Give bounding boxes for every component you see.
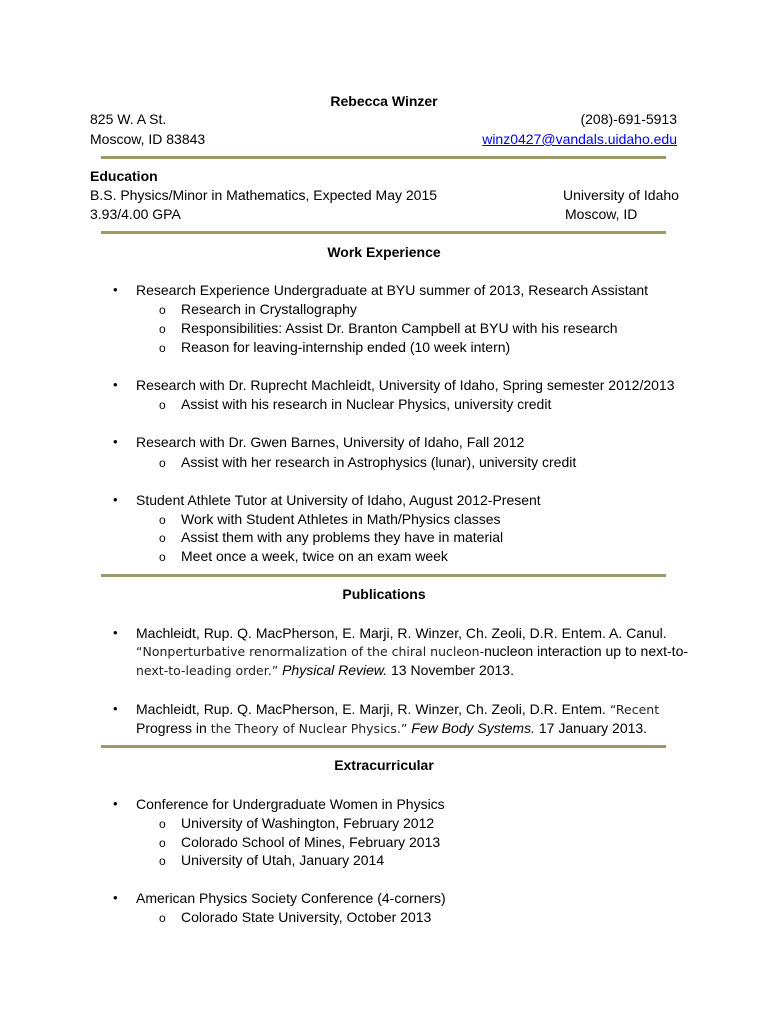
education-heading: Education [90,168,158,184]
work-item: Research Experience Undergraduate at BYU summer of 2013, Research Assistant [136,282,649,298]
extracurricular-subitem: Colorado School of Mines, February 2013 [181,834,441,850]
publication-journal: Few Body Systems. [411,720,535,736]
sub-bullet-icon: o [159,398,166,412]
work-subitem: Reason for leaving-internship ended (10 week intern) [181,339,511,355]
bullet-icon: • [113,377,118,392]
work-subitem: Assist with his research in Nuclear Physics, university credit [181,396,552,412]
publication-title: “Recent [609,702,660,717]
publication-authors-line [136,700,659,719]
publication-citation-line [136,719,647,738]
publication-title: the Theory of Nuclear Physics.” [210,721,408,736]
sub-bullet-icon: o [159,836,166,850]
work-item: Student Athlete Tutor at University of Idaho, August 2012-Present [136,492,541,508]
divider [101,156,666,159]
work-subitem: Assist with her research in Astrophysics (lunar), university credit [181,454,577,470]
education-degree: B.S. Physics/Minor in Mathematics, Expected May 2015 [90,187,438,203]
work-subitem: Meet once a week, twice on an exam week [181,548,448,564]
extracurricular-subitem: University of Washington, February 2012 [181,815,435,831]
bullet-icon: • [113,796,118,811]
publication-title: nucleon interaction up to next-to- [484,643,689,659]
sub-bullet-icon: o [159,531,166,545]
bullet-icon: • [113,434,118,449]
education-location: Moscow, ID [565,206,638,222]
address-line-1: 825 W. A St. [90,111,167,127]
divider [101,745,666,748]
publication-title-line [136,642,688,661]
publications-heading: Publications [342,586,426,602]
extracurricular-subitem: University of Utah, January 2014 [181,852,385,868]
work-item: Research with Dr. Ruprecht Machleidt, University of Idaho, Spring semester 2012/2013 [136,377,675,393]
education-gpa: 3.93/4.00 GPA [90,206,181,222]
divider [101,231,666,234]
publication-authors: Machleidt, Rup. Q. MacPherson, E. Marji, R. Winzer, Ch. Zeoli, D.R. Entem. A. Canul. [136,625,667,641]
sub-bullet-icon: o [159,911,166,925]
sub-bullet-icon: o [159,854,166,868]
extracurricular-heading: Extracurricular [334,757,434,773]
publication-journal: Physical Review. [282,662,388,678]
sub-bullet-icon: o [159,817,166,831]
sub-bullet-icon: o [159,322,166,336]
bullet-icon: • [113,625,118,640]
publication-title: “Nonperturbative renormalization of the chiral nucleon- [136,644,485,659]
email-link[interactable]: winz0427@vandals.uidaho.edu [482,131,677,147]
bullet-icon: • [113,890,118,905]
bullet-icon: • [113,492,118,507]
work-item: Research with Dr. Gwen Barnes, University of Idaho, Fall 2012 [136,434,525,450]
sub-bullet-icon: o [159,513,166,527]
bullet-icon: • [113,282,118,297]
extracurricular-item: American Physics Society Conference (4-corners) [136,890,446,906]
education-school: University of Idaho [563,187,679,203]
publication-citation-line [136,661,514,680]
phone-number: (208)-691-5913 [580,111,677,127]
extracurricular-item: Conference for Undergraduate Women in Physics [136,796,445,812]
extracurricular-subitem: Colorado State University, October 2013 [181,909,432,925]
work-subitem: Assist them with any problems they have in material [181,529,504,545]
publication-date: 13 November 2013. [391,662,514,678]
work-heading: Work Experience [327,244,441,260]
resume-name: Rebecca Winzer [330,93,438,109]
publication-authors: Machleidt, Rup. Q. MacPherson, E. Marji, R. Winzer, Ch. Zeoli, D.R. Entem. [136,701,606,717]
address-line-2: Moscow, ID 83843 [90,131,206,147]
sub-bullet-icon: o [159,303,166,317]
publication-date: 17 January 2013. [538,720,648,736]
email-link-wrap [482,130,677,148]
work-subitem: Work with Student Athletes in Math/Physics classes [181,511,501,527]
work-subitem: Responsibilities: Assist Dr. Branton Campbell at BYU with his research [181,320,618,336]
sub-bullet-icon: o [159,550,166,564]
bullet-icon: • [113,701,118,716]
divider [101,574,666,577]
sub-bullet-icon: o [159,341,166,355]
sub-bullet-icon: o [159,456,166,470]
publication-title: Progress in [136,720,207,736]
publication-title: next-to-leading order.” [136,663,279,678]
work-subitem: Research in Crystallography [181,301,357,317]
